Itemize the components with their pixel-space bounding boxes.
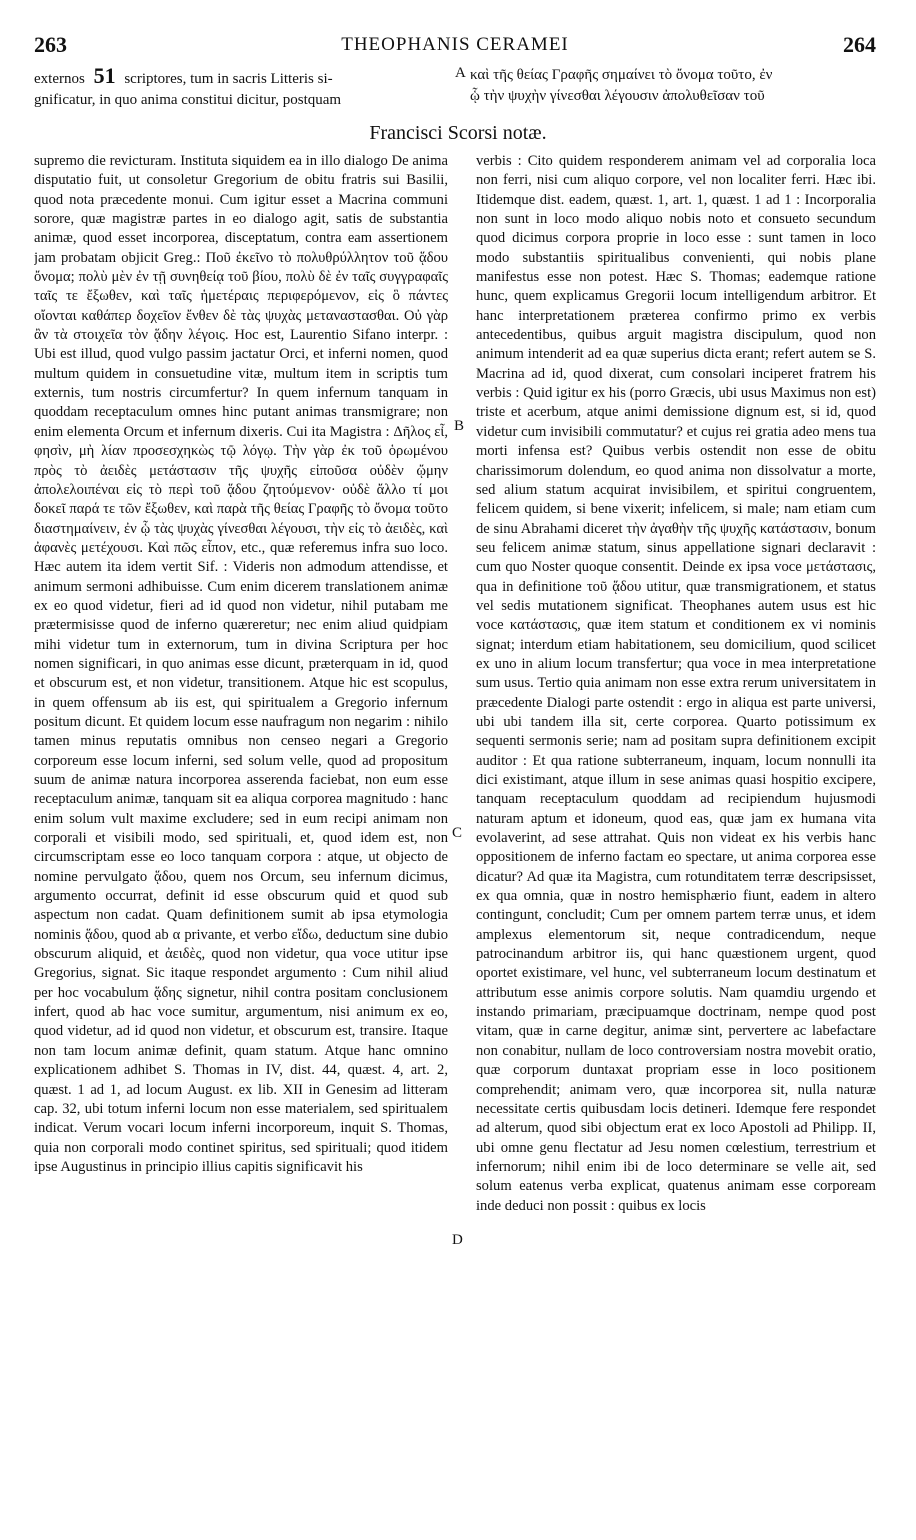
margin-marker-a: A: [455, 65, 466, 81]
page-number-left: 263: [34, 32, 67, 57]
margin-marker-b: B: [454, 418, 465, 434]
notes-paragraph-left: supremo die revicturam. Instituta siquidem ea in illo dialogo De anima disputatio fuit, ut consoletur Gregorium de obitu fratris sui Basilii, quod nota præcedente monui. Cum igitur esset a Macrina communi sorore, quæ magistræ partes in eo dialogo agit, satis de substantia animæ, quod esset incorporea, disceptatum, contra eam assertionem jam probatam objicit Greg.: Ποῦ ἐκεῖνο τὸ πολυθρύλλητον τοῦ ᾅδου ὄνομα; πολὺ μὲν ἐν τῇ συνηθείᾳ τοῦ βίου, πολὺ δὲ ἐν ταῖς συγγραφαῖς ταῖς τε ἔξωθεν, καὶ ταῖς ἡμετέραις περιφερόμενον, εἰς ὃ πάντες οἴονται καθάπερ δοχεῖον ἔνθεν δὲ τὰς ψυχὰς μεταναστασθαι. Οὐ γὰρ ἂν τὰ στοιχεῖα τὸν ᾅδην λέγοις. Hoc est, Laurentio Sifano interpr. : Ubi est illud, quod vulgo passim jactatur Orci, et inferni nomen, quod multum quidem in consuetudine vitæ, multum item in scriptis tum externis, tum nostris circumfertur? In quem infernum tanquam in quoddam receptaculum omnes hinc putant animas transmigrare; non enim elementa Orcum et infernum dixeris. Cui ita Magistra : Δῆλος εἶ, φησὶν, μὴ λίαν προσεσχηκὼς τῷ λόγῳ. Τὴν γὰρ ἐκ τοῦ ὁρωμένου πρὸς τὸ ἀειδὲς μετάστασιν τῆς ψυχῆς εἰποῦσα οὐδὲν ᾤμην ἀπολελοιπέναι εἰς τὸ περὶ τοῦ ᾅδου ζητούμενον· οὐδὲ ἄλλο τί μοι δοκεῖ παρά τε τῶν ἔξωθεν, καὶ παρὰ τῆς θείας Γραφῆς τὸ ὄνομα τοῦτο διαστημαίνειν, ἐν ᾧ τὰς ψυχὰς γίνεσθαι λέγουσι, τὴν εἰς τὸ ἀειδὲς, καὶ ἀφανὲς μετέχουσι. Καὶ πῶς εἶπον, etc., quæ referemus infra suo loco. Hæc autem ita idem vertit Sif. : Videris non admodum attendisse, et animum sermoni adhibuisse. Cum enim dicerem translationem animæ ex eo quod videtur, fieri ad id quod non videtur, nihil putabam me prætermisisse quod de inferno quæreretur; nec enim aliud quidpiam mihi videtur tum in externorum, tum in divina Scriptura per hoc nomen significari, in quo animas esse dicunt, præterquam in id, quod et obscurum est, et non videtur, transitionem. Atque hic est scopulus, in quem offensum ab iis est, qui spiritualem a Gregorio infernum positum dicunt. Et quidem locum esse naufragum non negarim : nihilo tamen minus reputatis omnibus non censeo negari a Gregorio corporeum esse locum inferni, sed solum velle, quod ad propositum suum de animæ natura incorporea asserenda faciebat, non eum esse receptaculum animæ, tanquam sit ea aliqua corporea magnitudo : hanc enim solum vult maxime excludere; sed in eum recipi animam non corporali et visibili modo, sed spirituali, et, quod idem est, non circumscriptam esse eo loco tanquam corpora : atque, ut objecto de nomine pervulgato ᾅδου, quem nos Orcum, seu infernum dicimus, argumento occurrat, definit id esse obscurum quid et quod sub aspectum non cadat. Quam definitionem sumit ab ipsa etymologia nominis ᾅδου, quod ab α privante, et verbo εἴδω, deductum sine dubio obscurum aliquid, et ἀειδὲς, quod non videtur, qua voce utitur ipse Gregorius, signat. Sic itaque respondet argumento : Cum nihil aliud per hoc vocabulum ᾅδης signetur, nihil contra positam conclusionem infert, quod ab hac voce sumitur, argumentum, nisi animum ex eo, quod videtur, ad id quod non videtur, et obscurum est, transire. Itaque non tam locum animæ definit, quam statum. Atque hanc omnino explicationem adhibet S. Thomas in IV, dist. 44, quæst. 4, art. 2, quæst. 1 ad 1, ad locum August. ex lib. XII in Genesim ad litteram cap. 32, ubi totum inferni locum non esse materialem, sed spiritualem indicat. Verum vocari locum inferni incorporeum, inquit S. Thomas, quia non corporali modo continet spiritus, sed spirituali; quod itidem ipse Augustinus in principio illius capitis significavit his: [34, 153, 448, 1175]
running-title: THEOPHANIS CERAMEI: [341, 34, 569, 55]
section-number: 51: [93, 63, 116, 88]
margin-marker-d: D: [452, 1232, 463, 1248]
latin-text-cont: scriptores, tum in sacris Litteris si-: [124, 71, 333, 87]
margin-marker-c: C: [452, 825, 463, 841]
page-header: [34, 32, 876, 58]
notes-column-right: [476, 152, 876, 1522]
main-text-greek: [470, 65, 876, 107]
notes-paragraph-right: verbis : Cito quidem responderem animam vel ad corporalia loca non ferri, nisi cum aliquo corpore, vel non localiter ferri. Hæc ibi. Itidemque dist. eadem, quæst. 1, art. 1, quæst. 1 ad 1 : Incorporalia non sunt in loco modo aliquo nobis noto et consueto secundum quod dicimus corpora proprie in loco esse : sunt tamen in loco modo substantiis spiritualibus convenienti, qui nobis plane manifestus esse non potest. Hæc S. Thomas; eademque ratione hunc, quem explicamus Gregorii locum intelligendum arbitror. Et hanc interpretationem præterea confirmo primo ex verbis antecedentibus, quibus arguit magistra discipulum, quod non animum intenderit ad ea quæ superius dicta erant; refert autem se S. Macrina ad id, quod dixerat, cum consolari inciperet fratrem his verbis : Quid igitur ex his (porro Græcis, ubi usus Maximus non est) triste et acerbum, atque animi demissione dignum est, si id, quod videtur cum invisibili commutatur? et cujus rei gratia adeo mens tua morti infensa est? Quibus verbis ostendit non esse de obitu charissimorum dolendum, eo quod anima non dissolvatur a morte, sed alium statum acquirat invisibilem, et spiritui congruentem, felicem quidem, si bene vixerit; infelicem, si male; nam etiam cum de sinu Abrahami diceret τὴν ἀγαθὴν τῆς ψυχῆς κατάστασιν, bonum seu felicem animæ statum, sinus appellatione signari declaravit : cum quo Noster quoque consentit. Deinde ex ipsa voce μετάστασις, qua in definitione τοῦ ᾅδου utitur, quæ transmigrationem, et status vel sedis mutationem significat. Theophanes autem usus est hic voce κατάστασις, quæ item statum et conditionem ex vi nominis signat; interdum etiam habitationem, seu domicilium, quod scilicet ex uno in alium locum transfertur; qua voce in mea interpretatione sum usus. Tertio quia animam non esse extra rerum universitatem in præcedente Dialogi parte ostendit : ergo in aliqua est parte universi, ubi ubi tandem illa sit, certe corporea. Quarto potissimum ex sequenti sermonis serie; nam ad positam supra definitionem excipit auditor : Et qua ratione subterraneum, inquam, locum nonnulli ita dici existimant, atque illum in sese animas quasi hospitio excipere, tanquam receptaculum quoddam ad recipiendum hujusmodi naturam aptum et idoneum, quod eas, quæ jam ex humana vita evolaverint, ad sese attrahat. Quis non videat ex his verbis hanc oppositionem de inferno factam eo spectare, ut anima corporea esse dicatur? Ad quæ ita Magistra, cum rotunditatem terræ descripsisset, ex qua omnia, quæ in nostro hemisphærio fiunt, eadem in altero contingunt, concludit; Cum per omnem partem terræ unus, et idem amplexus elementorum sit, neque contradicendum, neque patrocinandum arbitror iis, qui hanc quæstionem urgent, quod oportet existimare, vel hunc, vel subterraneum locum destinatum et attributum esse animis corpore solutis. Nam quamdiu urgendo et instando primariam, præcipuamque doctrinam, nempe quod post vitam, quæ in carne degitur, animæ sint, pervertere ac labefactare non conabitur, nullam de loco controversiam nostra movebit oratio, quæ corporum duntaxat propriam esse in loco positionem comprehendit; animam vero, quæ incorporea sit, nulla naturæ necessitate certis quibusdam locis detineri. Idemque fere respondet ad alterum, quod sibi objectum erat ex loco Apostoli ad Philipp. II, ubi omne genu flectatur ad Jesu nomen cœlestium, terrestrium et infernorum; nihil enim ibi de loco determinare se velle ait, sed solum eatenus verba explicat, quatenus animam esse corpoream inde deduci non possit : quibus ex locis: [476, 153, 876, 1214]
greek-line-1: καὶ τῆς θείας Γραφῆς σημαίνει τὸ ὄνομα τοῦτο, ἐν: [470, 67, 773, 83]
page-number-right: 264: [843, 32, 876, 57]
latin-text-start: externos: [34, 71, 85, 87]
latin-text-line2: gnificatur, in quo anima constitui dicitur, postquam: [34, 92, 342, 108]
notes-column-left: [34, 152, 448, 1522]
main-text-latin: [34, 65, 454, 111]
notes-heading: Francisci Scorsi notæ.: [369, 122, 547, 144]
greek-line-2: ᾧ τὴν ψυχὴν γίνεσθαι λέγουσιν ἀπολυθεῖσαν τοῦ: [470, 88, 765, 104]
